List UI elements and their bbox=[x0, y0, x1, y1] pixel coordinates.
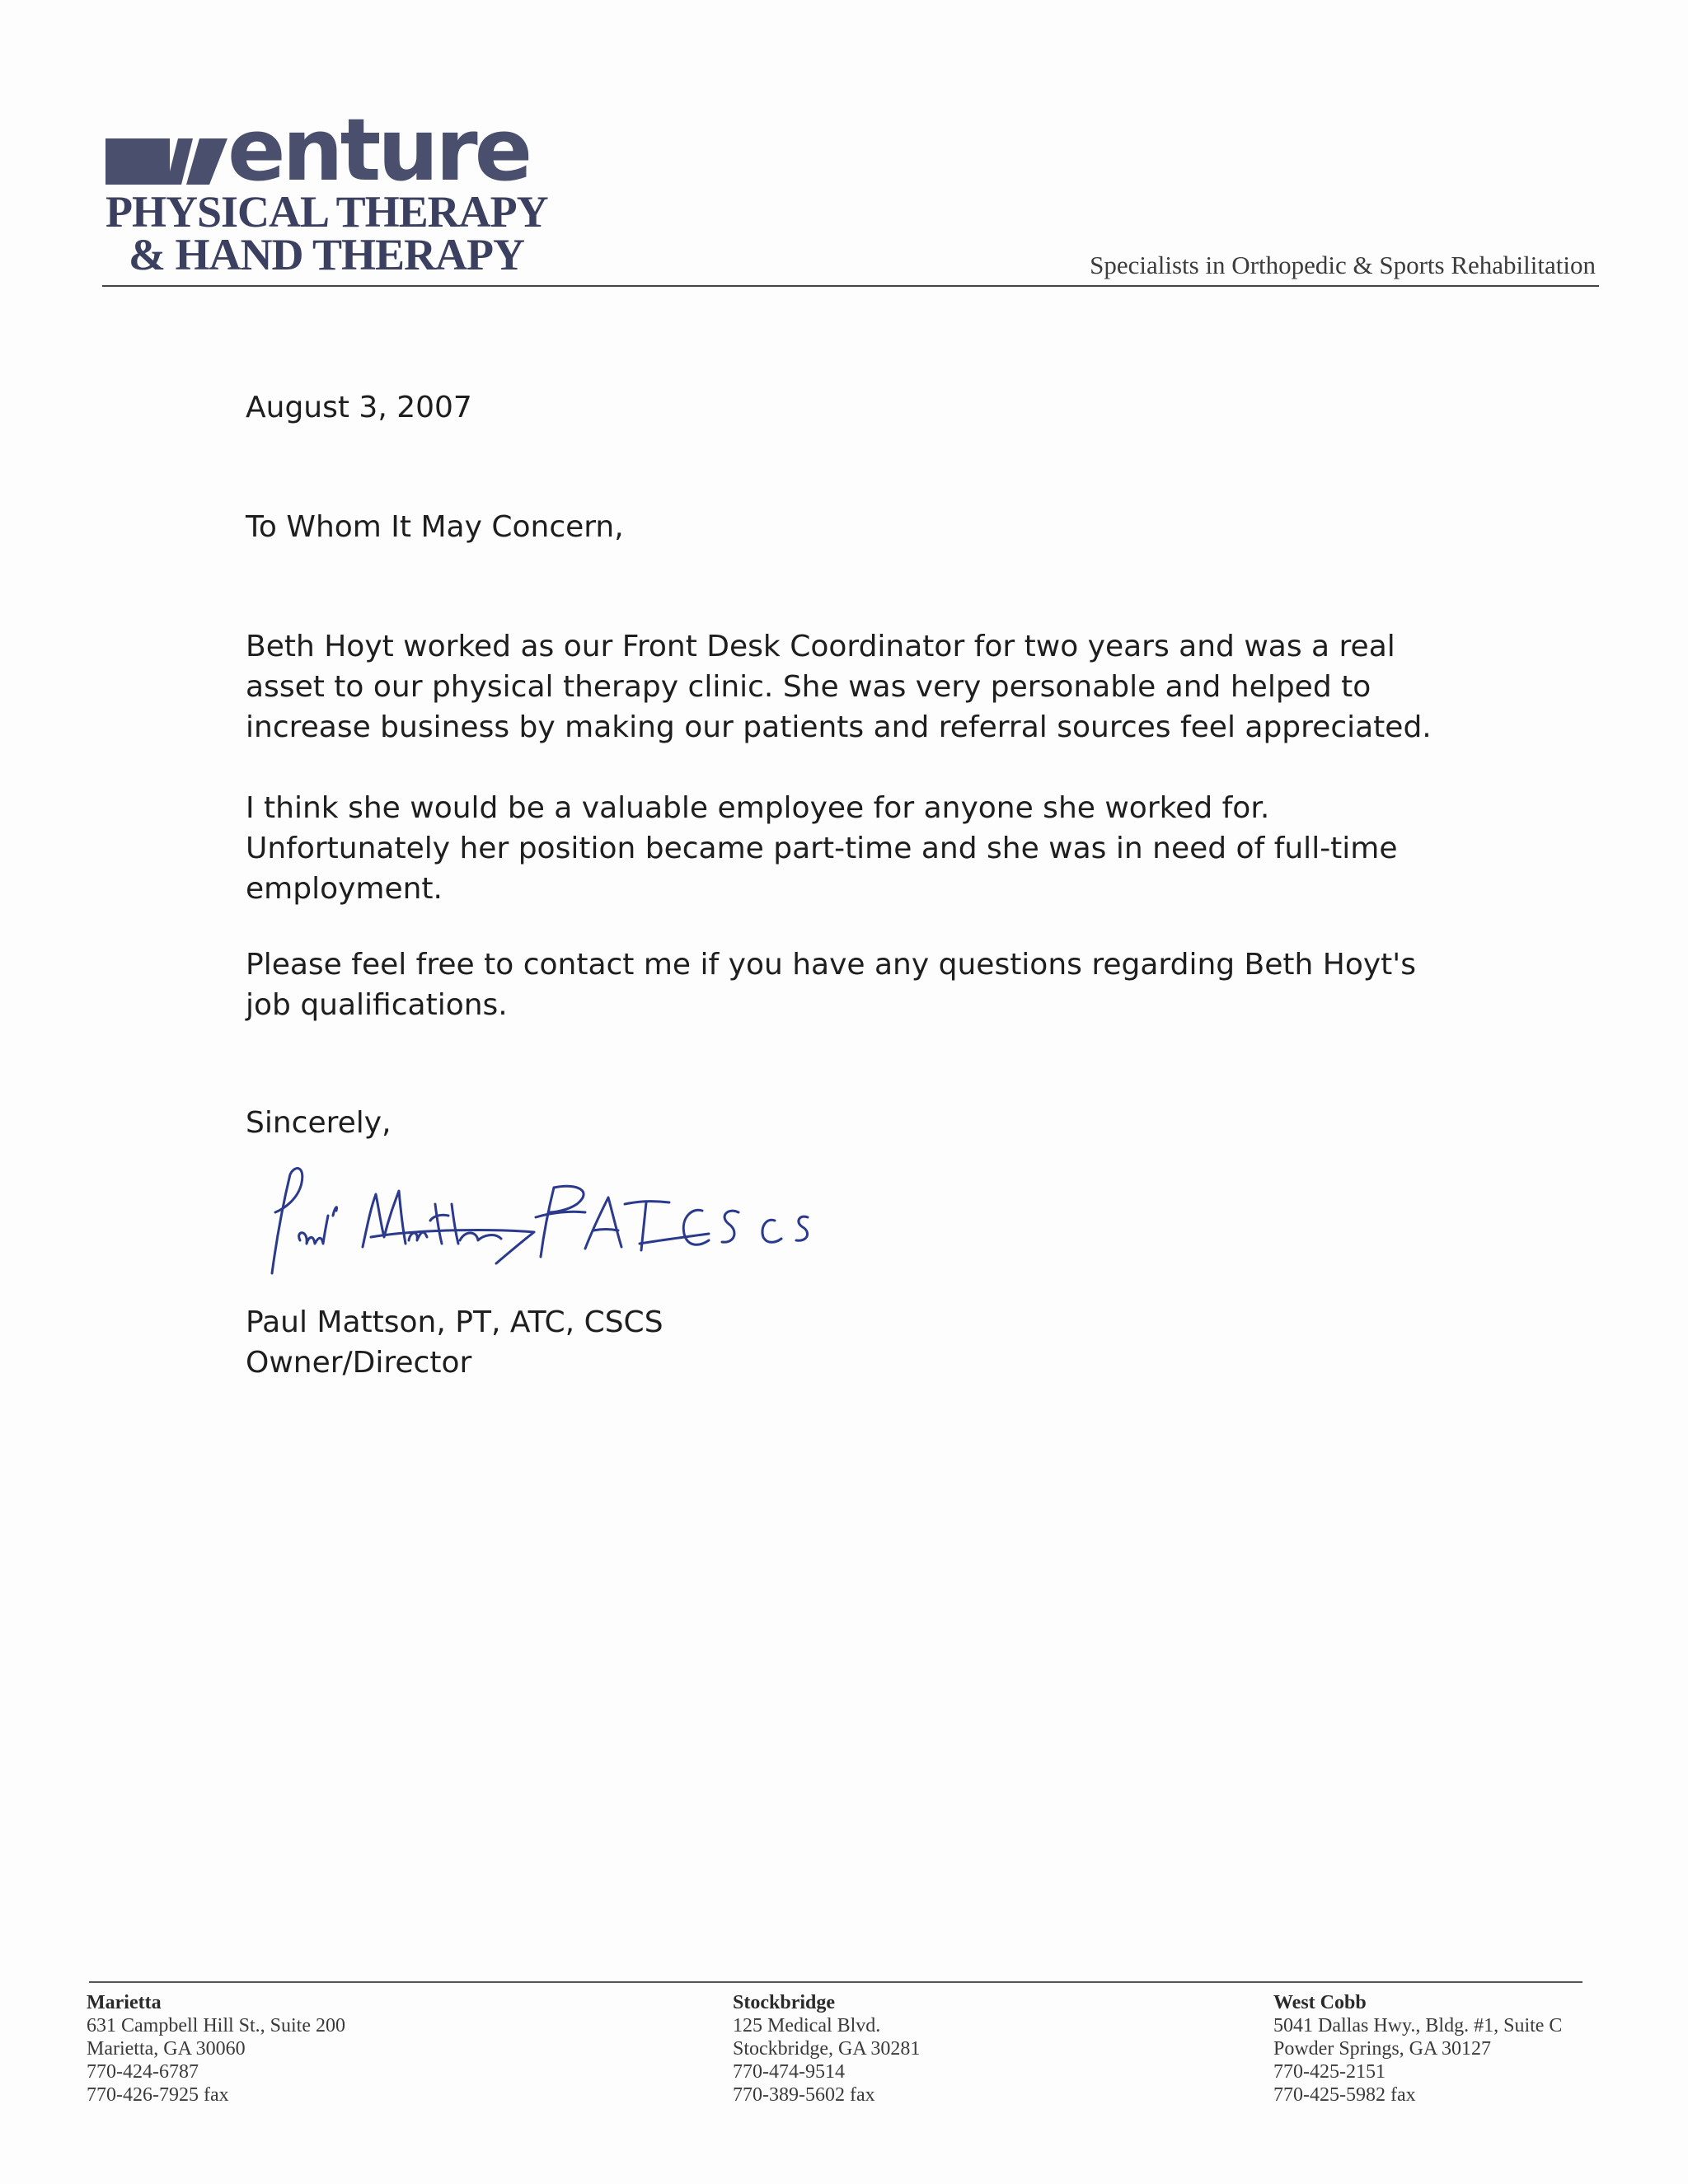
office-name: Stockbridge bbox=[733, 1992, 836, 2013]
paragraph-line: job qualifications. bbox=[246, 988, 508, 1022]
office-address: 125 Medical Blvd. bbox=[733, 2015, 881, 2036]
paragraph-line: Please feel free to contact me if you have any questions regarding Beth Hoyt's bbox=[246, 948, 1416, 982]
footer-divider bbox=[89, 1981, 1582, 1983]
logo-line-physical-therapy: PHYSICAL THERAPY bbox=[106, 187, 548, 237]
signer-name: Paul Mattson, PT, ATC, CSCS bbox=[246, 1305, 663, 1339]
letter-salutation: To Whom It May Concern, bbox=[246, 510, 624, 544]
logo-wordmark: enture bbox=[227, 100, 530, 200]
letter-paragraph-3 bbox=[246, 944, 1449, 1025]
office-address: 631 Campbell Hill St., Suite 200 bbox=[87, 2015, 346, 2036]
office-address: 5041 Dallas Hwy., Bldg. #1, Suite C bbox=[1273, 2015, 1563, 2036]
office-name: West Cobb bbox=[1273, 1992, 1367, 2013]
paragraph-line: I think she would be a valuable employee for anyone she worked for. bbox=[246, 791, 1270, 825]
office-city: Stockbridge, GA 30281 bbox=[733, 2038, 921, 2060]
paragraph-line: employment. bbox=[246, 872, 443, 906]
office-marietta bbox=[87, 1991, 345, 2107]
office-fax: 770-389-5602 fax bbox=[733, 2084, 875, 2106]
logo-line-hand-therapy: & HAND THERAPY bbox=[129, 230, 525, 279]
office-name: Marietta bbox=[87, 1992, 162, 2013]
paragraph-line: increase business by making our patients and referral sources feel appreciated. bbox=[246, 710, 1432, 744]
letter-paragraph-1 bbox=[246, 626, 1449, 748]
office-phone: 770-474-9514 bbox=[733, 2061, 845, 2083]
office-city: Powder Springs, GA 30127 bbox=[1273, 2038, 1492, 2060]
signer-title: Owner/Director bbox=[246, 1346, 472, 1380]
office-stockbridge bbox=[733, 1991, 920, 2107]
paragraph-line: Beth Hoyt worked as our Front Desk Coordinator for two years and was a real bbox=[246, 630, 1395, 663]
letter-paragraph-2 bbox=[246, 788, 1449, 909]
letterhead-divider bbox=[102, 285, 1599, 287]
letter-closing: Sincerely, bbox=[246, 1106, 392, 1140]
office-phone: 770-424-6787 bbox=[87, 2061, 199, 2083]
letterhead-tagline: Specialists in Orthopedic & Sports Rehabilitation bbox=[1090, 251, 1596, 279]
office-city: Marietta, GA 30060 bbox=[87, 2038, 246, 2060]
letter-date: August 3, 2007 bbox=[246, 391, 472, 424]
office-fax: 770-425-5982 fax bbox=[1273, 2084, 1416, 2106]
office-west-cobb bbox=[1273, 1991, 1562, 2107]
paragraph-line: asset to our physical therapy clinic. She was very personable and helped to bbox=[246, 670, 1372, 704]
paragraph-line: Unfortunately her position became part-time and she was in need of full-time bbox=[246, 832, 1398, 865]
logo-v-mark-icon bbox=[106, 132, 229, 185]
office-fax: 770-426-7925 fax bbox=[87, 2084, 229, 2106]
handwritten-signature bbox=[247, 1158, 890, 1282]
company-logo bbox=[106, 100, 567, 282]
office-phone: 770-425-2151 bbox=[1273, 2061, 1386, 2083]
